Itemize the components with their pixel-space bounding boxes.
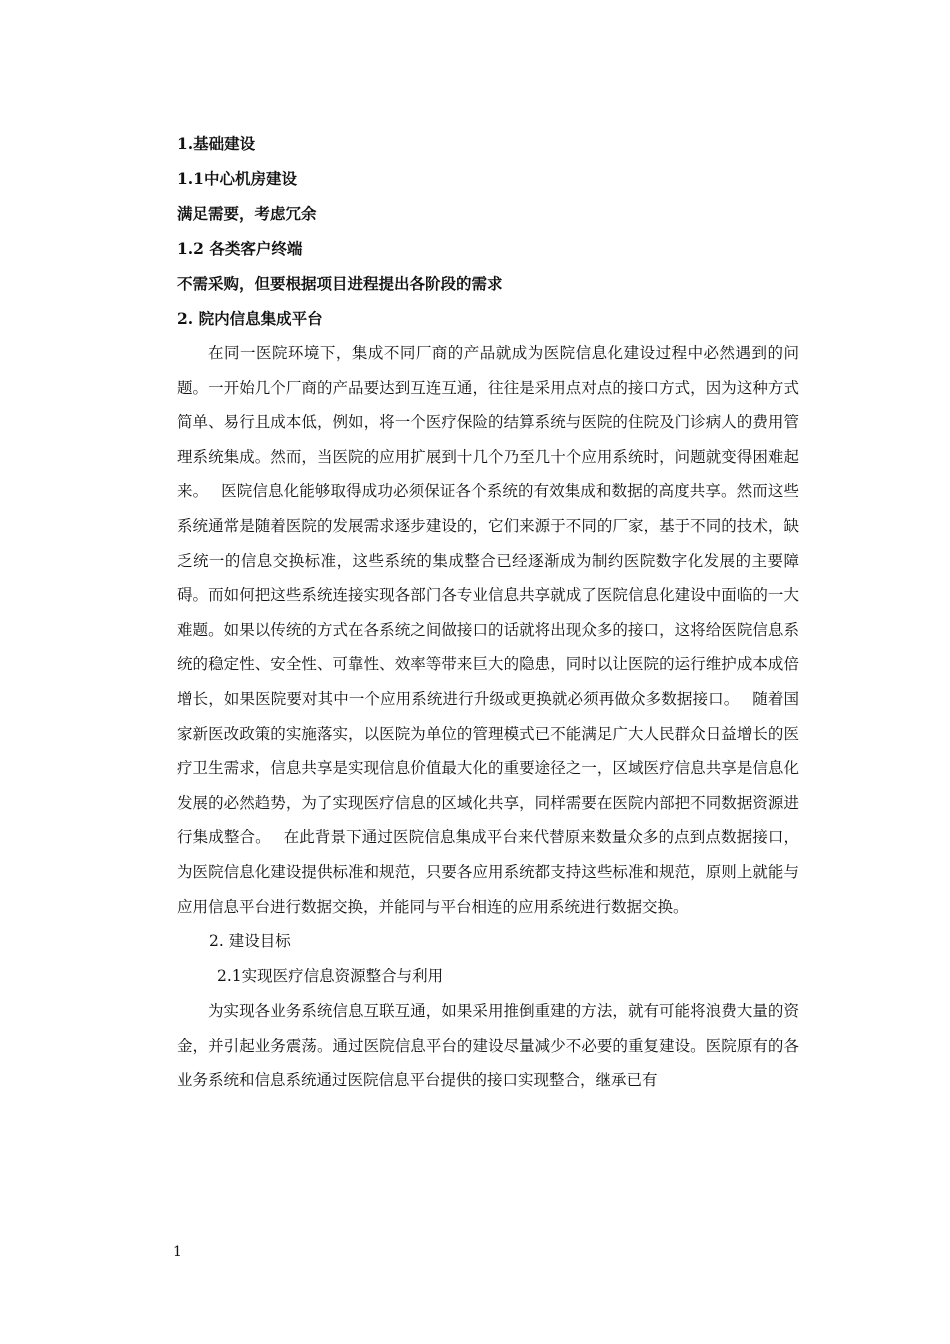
- heading-data-center: 1.1中心机房建设: [177, 169, 297, 188]
- heading-construction-goals: 2. 建设目标: [209, 932, 291, 951]
- resource-integration-paragraph: 为实现各业务系统信息互联互通，如果采用推倒重建的方法，就有可能将浪费大量的资金，并引起业务震荡。通过医院信息平台的建设尽量减少不必要的重复建设。医院原有的各业务系统和信息系统通过医院信息平台提供的接口实现整合，继承已有: [177, 1002, 799, 1090]
- page-number: 1: [173, 1244, 182, 1260]
- integration-platform-paragraph: 在同一医院环境下，集成不同厂商的产品就成为医院信息化建设过程中必然遇到的问题。一开始几个厂商的产品要达到互连互通，往往是采用点对点的接口方式，因为这种方式简单、易行且成本低，例如，将一个医疗保险的结算系统与医院的住院及门诊病人的费用管理系统集成。然而，当医院的应用扩展到十几个乃至几十个应用系统时，问题就变得困难起来。 医院信息化能够取得成功必须保证各个系统的有效集成和数据的高度共享。然而这些系统通常是随着医院的发展需求逐步建设的，它们来源于不同的厂家，基于不同的技术，缺乏统一的信息交换标准，这些系统的集成整合已经逐渐成为制约医院数字化发展的主要障碍。而如何把这些系统连接实现各部门各专业信息共享就成了医院信息化建设中面临的一大难题。如果以传统的方式在各系统之间做接口的话就将出现众多的接口，这将给医院信息系统的稳定性、安全性、可靠性、效率等带来巨大的隐患，同时以让医院的运行维护成本成倍增长，如果医院要对其中一个应用系统进行升级或更换就必须再做众多数据接口。 随着国家新医改政策的实施落实，以医院为单位的管理模式已不能满足广大人民群众日益增长的医疗卫生需求，信息共享是实现信息价值最大化的重要途径之一，区域医疗信息共享是信息化发展的必然趋势，为了实现医疗信息的区域化共享，同样需要在医院内部把不同数据资源进行集成整合。 在此背景下通过医院信息集成平台来代替原来数量众多的点到点数据接口，为医院信息化建设提供标准和规范，只要各应用系统都支持这些标准和规范，原则上就能与应用信息平台进行数据交换，并能同与平台相连的应用系统进行数据交换。: [177, 344, 799, 916]
- data-center-requirement: 满足需要，考虑冗余: [177, 204, 317, 223]
- heading-client-terminals: 1.2 各类客户终端: [177, 239, 303, 258]
- heading-resource-integration: 2.1实现医疗信息资源整合与利用: [217, 967, 444, 986]
- document-body: [177, 126, 799, 1098]
- heading-basic-construction: 1.基础建设: [177, 134, 256, 153]
- client-terminals-requirement: 不需采购，但要根据项目进程提出各阶段的需求: [177, 274, 503, 293]
- heading-integration-platform: 2. 院内信息集成平台: [177, 309, 323, 328]
